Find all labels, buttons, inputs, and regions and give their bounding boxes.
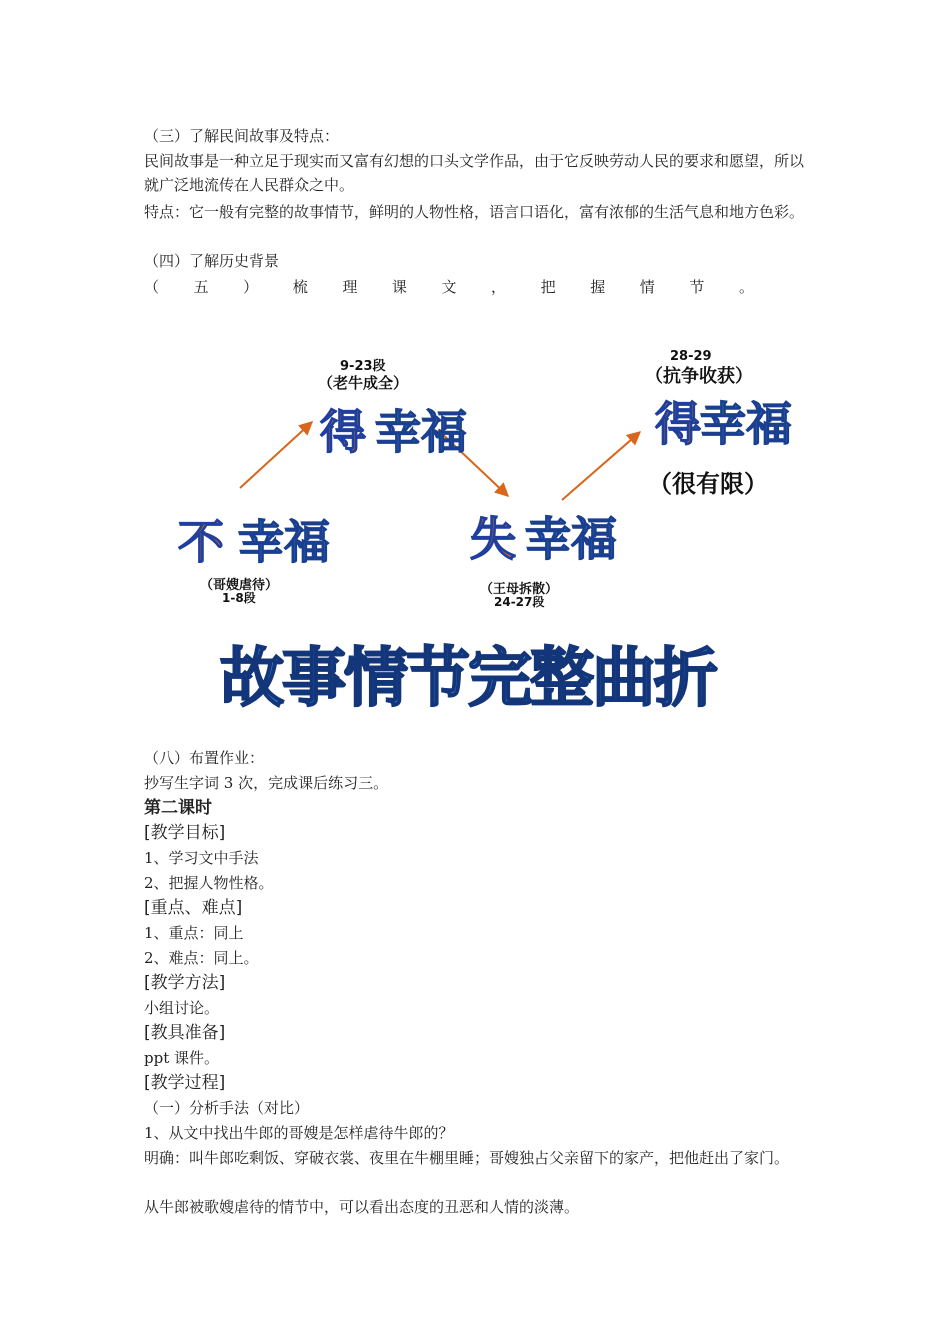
section4-title: （四）了解历史背景 [144, 252, 280, 270]
node-get-happy [318, 358, 467, 459]
node3-prefix: 失 [470, 512, 516, 566]
node4-note: （抗争收获） [645, 366, 753, 387]
node-not-happy [178, 515, 330, 605]
node3-note: （王母拆散） [480, 582, 559, 597]
node2-range: 9-23段 [340, 359, 386, 374]
node1-prefix: 不 [178, 515, 224, 569]
node4-range: 28-29 [670, 349, 712, 364]
node2-main: 幸福 [375, 405, 467, 459]
folk-tale-definition: 民间故事是一种立足于现实而又富有幻想的口头文学作品，由于它反映劳动人民的要求和愿望，所以就广泛地流传在人民群众之中。 [144, 152, 805, 194]
goals-title: [教学目标] [144, 823, 226, 843]
section5-char: 理 [342, 278, 358, 296]
method-text: 小组讨论。 [144, 999, 220, 1017]
node3-range: 24-27段 [494, 595, 545, 609]
node4-prefix: 得 [655, 397, 701, 451]
section5-char: 情 [639, 278, 655, 296]
process-title: [教学过程] [144, 1073, 226, 1093]
section5-char: 课 [391, 278, 407, 296]
homework-text: 抄写生字词 3 次，完成课后练习三。 [144, 774, 389, 792]
section5-char: 把 [540, 278, 556, 296]
arrow-up-1 [240, 422, 312, 488]
section5-char: ， [491, 278, 507, 296]
node-lose-happy [470, 512, 617, 609]
goal-1: 1、学习文中手法 [144, 849, 259, 867]
node4-main: 幸福 [700, 397, 792, 451]
conclusion-text: 从牛郎被歌嫂虐待的情节中，可以看出态度的丑恶和人情的淡薄。 [144, 1198, 580, 1216]
section8-title: （八）布置作业： [144, 749, 265, 767]
section5-char: 梳 [292, 278, 308, 296]
section5-char: （ [144, 278, 160, 296]
focus-1: 1、重点：同上 [144, 924, 244, 942]
section5-char: 五 [193, 278, 209, 296]
section5-char: 。 [738, 278, 754, 296]
section5-char: 节 [689, 278, 705, 296]
node1-main: 幸福 [238, 515, 330, 569]
section5-char: ） [243, 278, 259, 296]
node1-note: （哥嫂虐待） [200, 578, 279, 593]
question-1: 1、从文中找出牛郎的哥嫂是怎样虐待牛郎的？ [144, 1124, 454, 1142]
node1-range: 1-8段 [222, 591, 256, 605]
focus-2: 2、难点：同上。 [144, 949, 259, 967]
goal-2: 2、把握人物性格。 [144, 874, 274, 892]
focus-title: [重点、难点] [144, 898, 243, 918]
node2-note: （老牛成全） [318, 374, 409, 392]
section5-title [144, 276, 754, 298]
node4-note2: （很有限） [648, 470, 768, 498]
plot-diagram [170, 340, 792, 730]
node-get-happy-final [645, 349, 792, 498]
section3-title: （三）了解民间故事及特点： [144, 127, 340, 145]
section5-char: 握 [590, 278, 606, 296]
node3-main: 幸福 [525, 512, 617, 566]
method-title: [教学方法] [144, 973, 226, 993]
lesson2-title: 第二课时 [144, 798, 212, 818]
plot-banner: 故事情节完整曲折 [220, 642, 716, 716]
tools-title: [教具准备] [144, 1023, 226, 1043]
arrow-up-2 [562, 432, 640, 500]
section5-char: 文 [441, 278, 457, 296]
node2-prefix: 得 [320, 405, 366, 459]
tools-text: ppt 课件。 [144, 1049, 220, 1067]
folk-tale-features: 特点：它一般有完整的故事情节，鲜明的人物性格，语言口语化，富有浓郁的生活气息和地方色彩。 [144, 203, 805, 221]
step-1: （一）分析手法（对比） [144, 1099, 310, 1117]
answer-text: 明确：叫牛郎吃剩饭、穿破衣裳、夜里在牛棚里睡；哥嫂独占父亲留下的家产，把他赶出了家门。 [144, 1149, 790, 1167]
